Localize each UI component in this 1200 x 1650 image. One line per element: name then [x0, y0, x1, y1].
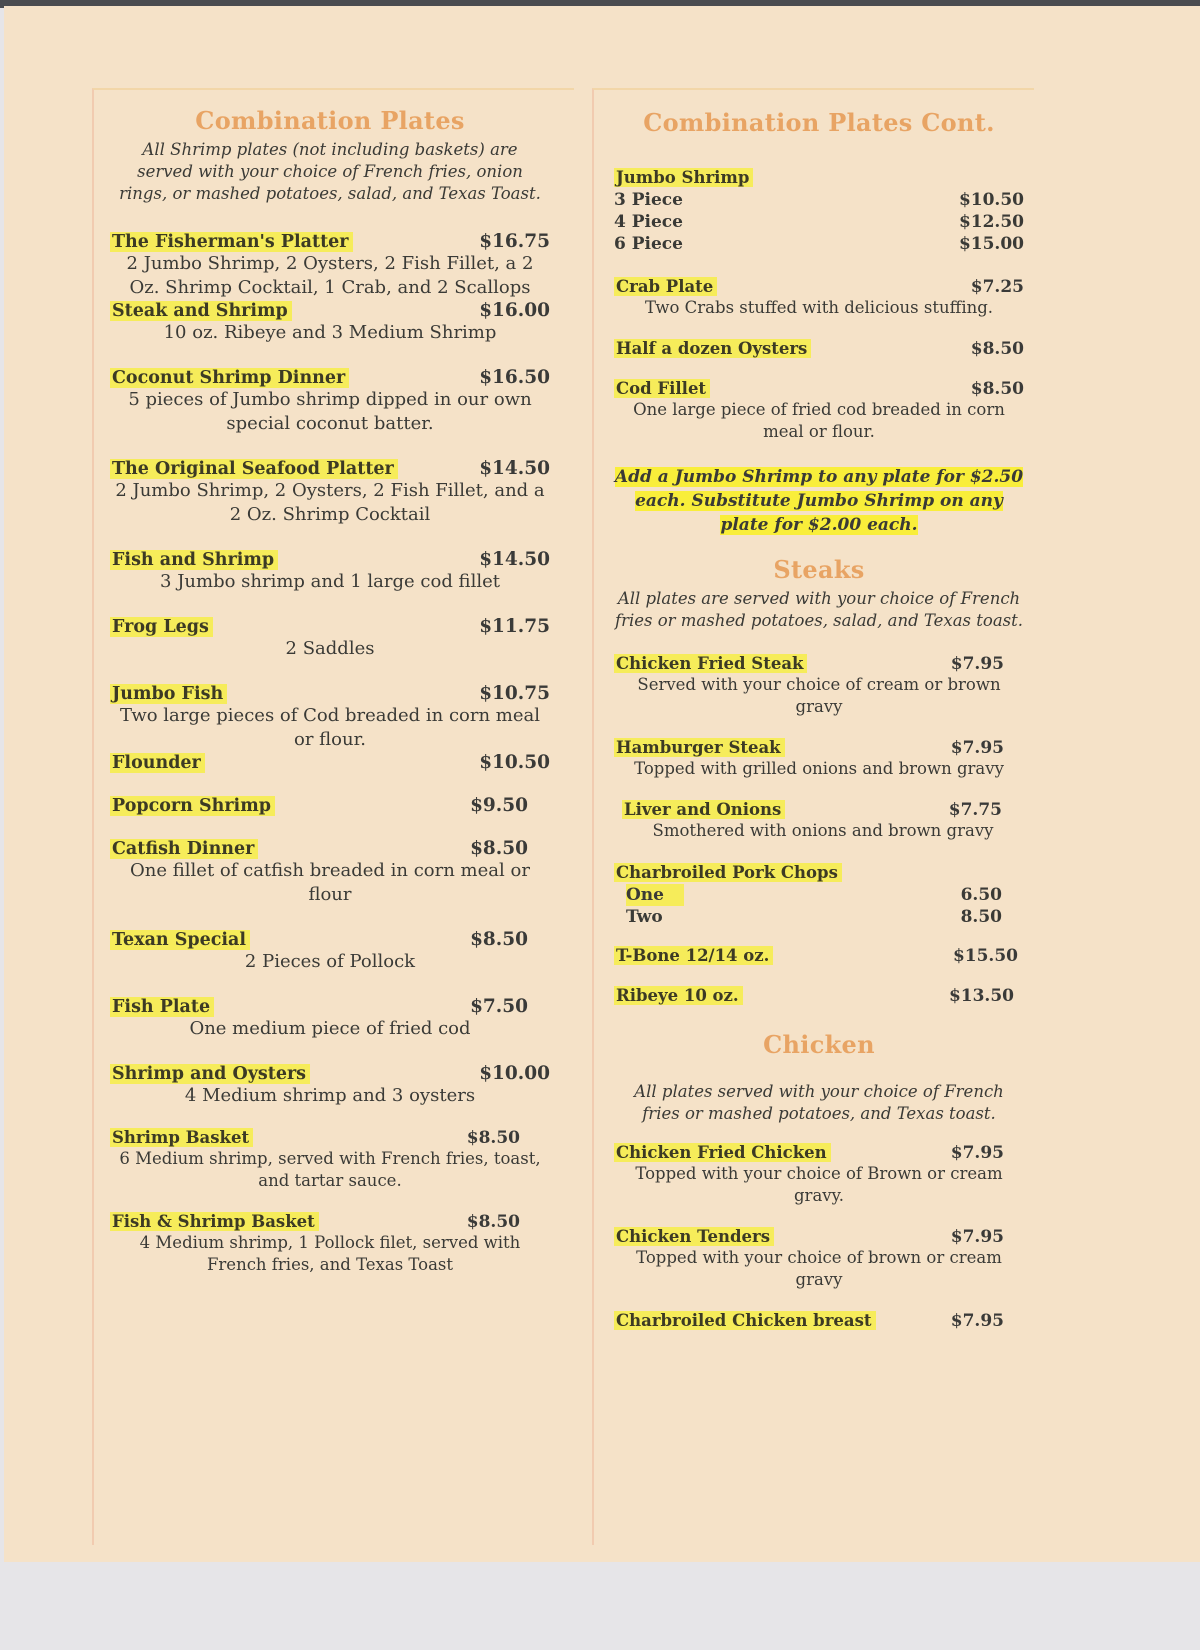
- item-price: $7.95: [950, 1143, 1004, 1163]
- item-description: 10 oz. Ribeye and 3 Medium Shrimp: [163, 322, 497, 343]
- menu-item: [110, 1128, 550, 1192]
- item-price: $8.50: [466, 1212, 520, 1232]
- section-note: All plates are served with your choice of French fries or mashed potatoes, salad, and Texas toast.: [614, 589, 1024, 630]
- menu-item: [110, 929, 550, 974]
- item-price: $7.75: [948, 800, 1002, 820]
- item-description: 2 Saddles: [285, 638, 375, 659]
- option-label: One: [626, 884, 684, 906]
- jumbo-shrimp-item: [614, 167, 1024, 255]
- item-name: Half a dozen Oysters: [614, 339, 811, 358]
- item-price: $7.95: [950, 1227, 1004, 1247]
- section-title-chicken: Chicken: [763, 1030, 875, 1059]
- item-name: Chicken Fried Chicken: [614, 1143, 831, 1162]
- item-name: Coconut Shrimp Dinner: [110, 368, 349, 388]
- menu-item: [110, 616, 550, 661]
- item-name: Jumbo Fish: [110, 684, 227, 704]
- item-name: Shrimp and Oysters: [110, 1064, 310, 1084]
- item-description: 2 Jumbo Shrimp, 2 Oysters, 2 Fish Fillet, a 2 Oz. Shrimp Cocktail, 1 Crab, and 2 Scallops: [126, 253, 534, 298]
- item-name: Catfish Dinner: [110, 839, 258, 859]
- item-name: The Original Seafood Platter: [110, 459, 398, 479]
- item-description: Two Crabs stuffed with delicious stuffing.: [644, 298, 994, 317]
- menu-item: [110, 996, 550, 1041]
- item-name: Ribeye 10 oz.: [614, 986, 743, 1005]
- menu-item: [614, 1143, 1024, 1207]
- promo-note: [614, 465, 1024, 537]
- item-description: 4 Medium shrimp and 3 oysters: [184, 1085, 476, 1106]
- menu-item: [110, 549, 550, 594]
- item-description: Served with your choice of cream or brown gravy: [637, 675, 1001, 716]
- section-title-combination-plates-cont: Combination Plates Cont.: [643, 108, 995, 137]
- item-name: Liver and Onions: [622, 800, 785, 819]
- item-price: $10.00: [479, 1063, 550, 1084]
- promo-text: Add a Jumbo Shrimp to any plate for $2.50 each. Substitute Jumbo Shrimp on any plate for $2.00 each.: [614, 467, 1024, 535]
- left-column: [110, 100, 550, 1276]
- menu-item: [110, 231, 550, 300]
- item-name: Charbroiled Chicken breast: [614, 1311, 876, 1330]
- item-description: 6 Medium shrimp, served with French fries, toast, and tartar sauce.: [119, 1149, 541, 1190]
- option-label: 4 Piece: [614, 212, 683, 232]
- menu-item: [110, 838, 550, 907]
- item-name: Texan Special: [110, 930, 250, 950]
- size-option: [614, 233, 1024, 255]
- option-label: Two: [626, 907, 663, 927]
- size-option: [614, 884, 1024, 906]
- item-name: Hamburger Steak: [614, 738, 785, 757]
- menu-item: [614, 339, 1024, 359]
- right-column: [614, 100, 1024, 1331]
- menu-item: [614, 379, 1024, 443]
- item-description: One large piece of fried cod breaded in corn meal or flour.: [633, 400, 1005, 441]
- item-description: 2 Pieces of Pollock: [244, 951, 416, 972]
- menu-item: [614, 800, 1024, 842]
- menu-item: [110, 1063, 550, 1108]
- menu-item: [614, 738, 1024, 780]
- menu-item: [110, 1212, 550, 1276]
- option-price: 6.50: [960, 885, 1002, 905]
- item-price: $8.50: [970, 339, 1024, 359]
- menu-item: [110, 367, 550, 436]
- item-price: $16.50: [479, 367, 550, 388]
- item-price: $16.00: [479, 300, 550, 321]
- item-name: Chicken Fried Steak: [614, 654, 807, 673]
- item-price: $9.50: [470, 795, 528, 816]
- item-description: One fillet of catfish breaded in corn meal or flour: [130, 860, 530, 905]
- item-name: Cod Fillet: [614, 379, 710, 398]
- item-description: Smothered with onions and brown gravy: [652, 821, 994, 840]
- item-name: T-Bone 12/14 oz.: [614, 946, 773, 965]
- menu-item: [614, 654, 1024, 718]
- item-description: Two large pieces of Cod breaded in corn meal or flour.: [119, 705, 541, 750]
- item-name: Popcorn Shrimp: [110, 796, 275, 816]
- option-label: 6 Piece: [614, 234, 683, 254]
- item-name: Jumbo Shrimp: [614, 168, 753, 187]
- item-description: 3 Jumbo shrimp and 1 large cod fillet: [160, 571, 500, 592]
- pork-chops-item: [614, 862, 1024, 928]
- item-price: $15.50: [952, 946, 1018, 966]
- item-name: Steak and Shrimp: [110, 301, 292, 321]
- menu-item: [614, 1227, 1024, 1291]
- item-name: Chicken Tenders: [614, 1227, 774, 1246]
- item-price: $7.25: [970, 277, 1024, 297]
- menu-item: [110, 795, 550, 816]
- item-name: Shrimp Basket: [110, 1128, 253, 1147]
- item-price: $14.50: [479, 549, 550, 570]
- item-name: Fish Plate: [110, 997, 214, 1017]
- option-label: 3 Piece: [614, 190, 683, 210]
- item-description: Topped with your choice of Brown or cream gravy.: [635, 1164, 1003, 1205]
- item-price: $10.75: [479, 683, 550, 704]
- section-note: All plates served with your choice of French fries or mashed potatoes, and Texas toast.: [634, 1082, 1004, 1123]
- menu-item: [614, 946, 1024, 966]
- size-option: [614, 906, 1024, 928]
- item-description: 2 Jumbo Shrimp, 2 Oysters, 2 Fish Fillet, and a 2 Oz. Shrimp Cocktail: [115, 480, 545, 525]
- item-name: Fish & Shrimp Basket: [110, 1212, 319, 1231]
- item-price: $16.75: [479, 231, 550, 252]
- menu-item: [110, 458, 550, 527]
- section-note: All Shrimp plates (not including baskets) are served with your choice of French fries, onion rings, or mashed potatoes, salad, and Texas Toast.: [119, 140, 541, 203]
- item-price: $8.50: [470, 838, 528, 859]
- item-description: Topped with your choice of brown or cream gravy: [636, 1248, 1002, 1289]
- size-option: [614, 189, 1024, 211]
- item-name: Flounder: [110, 753, 205, 773]
- item-price: $8.50: [470, 929, 528, 950]
- item-price: $13.50: [948, 986, 1014, 1006]
- item-price: $10.50: [479, 752, 550, 773]
- option-price: 8.50: [960, 907, 1002, 927]
- item-description: 5 pieces of Jumbo shrimp dipped in our own special coconut batter.: [128, 389, 532, 434]
- option-price: $10.50: [958, 190, 1024, 210]
- item-price: $8.50: [466, 1128, 520, 1148]
- item-price: $11.75: [479, 616, 550, 637]
- section-title-combination-plates: Combination Plates: [195, 106, 465, 135]
- item-price: $7.50: [470, 996, 528, 1017]
- menu-item: [110, 683, 550, 752]
- option-price: $15.00: [958, 234, 1024, 254]
- item-price: $8.50: [970, 379, 1024, 399]
- item-name: Fish and Shrimp: [110, 550, 278, 570]
- section-title-steaks: Steaks: [773, 555, 865, 584]
- item-name: The Fisherman's Platter: [110, 232, 353, 252]
- item-description: One medium piece of fried cod: [189, 1018, 471, 1039]
- item-price: $14.50: [479, 458, 550, 479]
- menu-item: [614, 1311, 1024, 1331]
- menu-item: [614, 277, 1024, 319]
- item-price: $7.95: [950, 654, 1004, 674]
- item-description: Topped with grilled onions and brown gravy: [634, 759, 1004, 778]
- size-option: [614, 211, 1024, 233]
- menu-item: [110, 752, 550, 773]
- item-price: $7.95: [950, 738, 1004, 758]
- item-name: Charbroiled Pork Chops: [614, 863, 842, 882]
- item-price: $7.95: [950, 1311, 1004, 1331]
- menu-item: [614, 986, 1024, 1006]
- menu-item: [110, 300, 550, 345]
- item-name: Frog Legs: [110, 617, 213, 637]
- item-name: Crab Plate: [614, 277, 717, 296]
- item-description: 4 Medium shrimp, 1 Pollock filet, served with French fries, and Texas Toast: [139, 1233, 521, 1274]
- option-price: $12.50: [958, 212, 1024, 232]
